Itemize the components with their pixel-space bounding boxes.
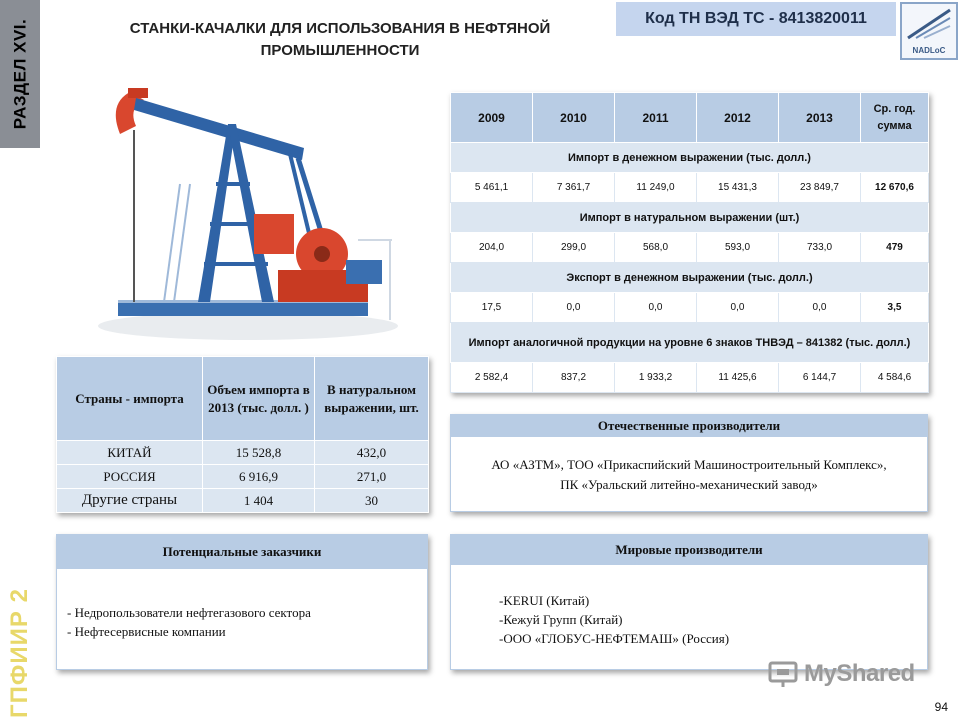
value-cell: 568,0 <box>615 233 697 263</box>
side-brand <box>0 590 40 716</box>
country-name: РОССИЯ <box>57 465 203 489</box>
section-label: РАЗДЕЛ XVI. <box>10 18 29 130</box>
section-header-row <box>451 263 929 293</box>
value-cell: 593,0 <box>697 233 779 263</box>
year-cell: 2009 <box>451 93 533 143</box>
country-row <box>57 465 429 489</box>
section-header: Импорт в натуральном выражении (шт.) <box>451 203 929 233</box>
section-header-row <box>451 143 929 173</box>
value-cell: 0,0 <box>533 293 615 323</box>
value-row <box>451 233 929 263</box>
side-brand-text: ГПФИИР 2 <box>6 588 33 718</box>
avg-value-cell: 479 <box>861 233 929 263</box>
value-cell: 4 584,6 <box>861 363 929 393</box>
logo-text: NADLoC <box>912 46 946 55</box>
value-cell: 11 425,6 <box>697 363 779 393</box>
value-cell: 15 431,3 <box>697 173 779 203</box>
value-cell: 299,0 <box>533 233 615 263</box>
value-cell: 204,0 <box>451 233 533 263</box>
year-cell: 2013 <box>779 93 861 143</box>
value-cell: 0,0 <box>779 293 861 323</box>
page-title: СТАНКИ-КАЧАЛКИ ДЛЯ ИСПОЛЬЗОВАНИЯ В НЕФТЯНОЙ ПРОМЫШЛЕННОСТИ <box>129 20 551 59</box>
potential-customers-header: Потенциальные заказчики <box>57 535 427 569</box>
value-cell: 6 144,7 <box>779 363 861 393</box>
world-producer-item: -Кежуй Групп (Китай) <box>499 612 623 627</box>
value-cell: 23 849,7 <box>779 173 861 203</box>
value-cell: 0,0 <box>697 293 779 323</box>
page-number: 94 <box>934 700 948 714</box>
section-header-row <box>451 323 929 363</box>
country-qty: 30 <box>315 489 429 513</box>
world-producers-header: Мировые производители <box>451 535 927 565</box>
section-label-tab <box>0 0 40 148</box>
customer-item: - Недропользователи нефтегазового сектора <box>67 605 311 620</box>
value-cell: 0,0 <box>615 293 697 323</box>
countries-header: Объем импорта в 2013 (тыс. долл. ) <box>203 357 315 441</box>
value-cell: 7 361,7 <box>533 173 615 203</box>
avg-header-cell: Ср. год. сумма <box>861 93 929 143</box>
value-row <box>451 363 929 393</box>
myshared-watermark <box>768 658 928 690</box>
potential-customers-box <box>56 534 428 670</box>
pumpjack-photo <box>78 64 398 344</box>
domestic-producers-header: Отечественные производители <box>451 415 927 437</box>
country-qty: 432,0 <box>315 441 429 465</box>
country-row <box>57 489 429 513</box>
world-producers-box <box>450 534 928 670</box>
value-cell: 2 582,4 <box>451 363 533 393</box>
domestic-producers-text: АО «АЗТМ», ТОО «Прикаспийский Машиностроительный Комплекс», ПК «Уральский литейно-механический завод» <box>491 457 887 492</box>
watermark-text: MyShared <box>804 660 915 687</box>
country-row <box>57 441 429 465</box>
import-export-table <box>450 92 929 393</box>
domestic-producers-box <box>450 414 928 512</box>
value-cell: 5 461,1 <box>451 173 533 203</box>
country-name: КИТАЙ <box>57 441 203 465</box>
presentation-icon <box>768 660 798 688</box>
code-badge: Код ТН ВЭД ТС - 8413820011 <box>616 2 896 36</box>
countries-table <box>56 356 429 513</box>
logo-graphic-icon <box>902 4 956 44</box>
customer-item: - Нефтесервисные компании <box>67 624 226 639</box>
value-cell: 733,0 <box>779 233 861 263</box>
years-header-row <box>451 93 929 143</box>
section-header: Экспорт в денежном выражении (тыс. долл.) <box>451 263 929 293</box>
country-qty: 271,0 <box>315 465 429 489</box>
value-row <box>451 173 929 203</box>
avg-value-cell: 12 670,6 <box>861 173 929 203</box>
country-value: 1 404 <box>203 489 315 513</box>
world-producer-item: -ООО «ГЛОБУС-НЕФТЕМАШ» (Россия) <box>499 631 730 646</box>
year-cell: 2011 <box>615 93 697 143</box>
countries-header: Страны - импорта <box>57 357 203 441</box>
world-producer-item: -KERUI (Китай) <box>499 593 590 608</box>
country-value: 6 916,9 <box>203 465 315 489</box>
section-header: Импорт в денежном выражении (тыс. долл.) <box>451 143 929 173</box>
nadloc-logo <box>900 2 958 60</box>
countries-header-row <box>57 357 429 441</box>
countries-header: В натуральном выражении, шт. <box>315 357 429 441</box>
value-cell: 837,2 <box>533 363 615 393</box>
country-name: Другие страны <box>57 489 203 513</box>
section-header: Импорт аналогичной продукции на уровне 6 знаков ТНВЭД – 841382 (тыс. долл.) <box>451 323 929 363</box>
country-value: 15 528,8 <box>203 441 315 465</box>
value-cell: 1 933,2 <box>615 363 697 393</box>
value-row <box>451 293 929 323</box>
year-cell: 2012 <box>697 93 779 143</box>
year-cell: 2010 <box>533 93 615 143</box>
value-cell: 11 249,0 <box>615 173 697 203</box>
avg-value-cell: 3,5 <box>861 293 929 323</box>
section-header-row <box>451 203 929 233</box>
value-cell: 17,5 <box>451 293 533 323</box>
